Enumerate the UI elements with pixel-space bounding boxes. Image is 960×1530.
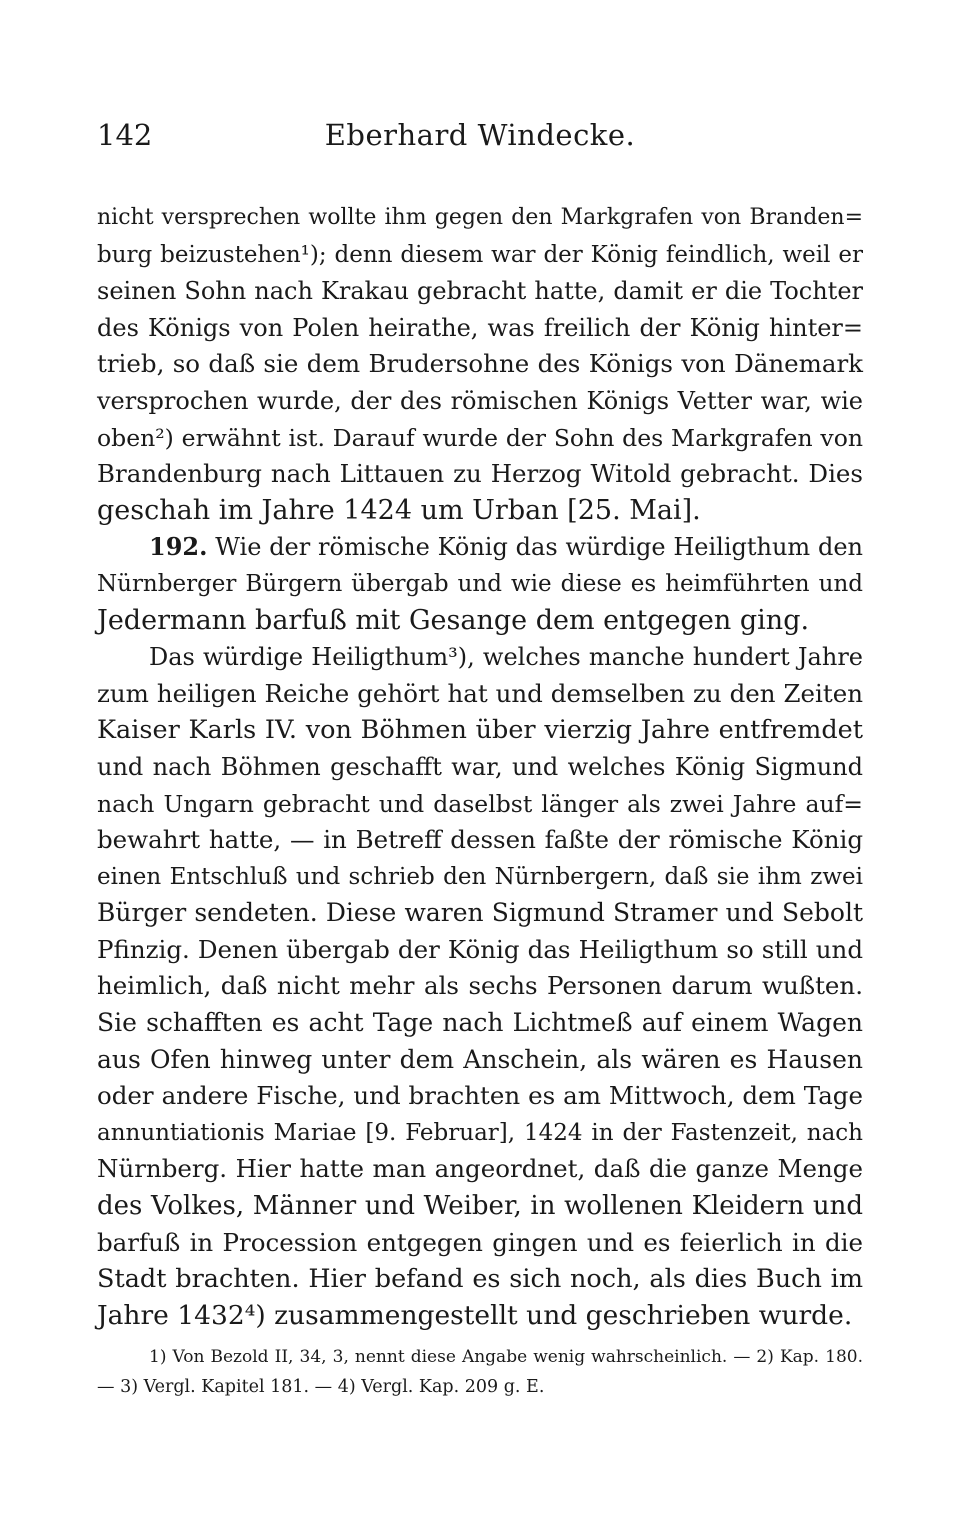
chapter-number: 192. — [149, 532, 208, 562]
paragraph-line: zum heiligen Reiche gehört hat und demselben zu den Zeiten — [97, 678, 863, 708]
paragraph-line: Jahre 1432⁴) zusammengestellt und geschrieben wurde. — [97, 1299, 853, 1331]
paragraph-line: heimlich, daß nicht mehr als sechs Personen darum wußten. — [97, 971, 863, 1001]
text-line: trieb, so daß sie dem Brudersohne des Königs von Dänemark — [97, 349, 863, 379]
paragraph-line: barfuß in Procession entgegen gingen und es feierlich in die — [97, 1227, 863, 1257]
paragraph-line: nach Ungarn gebracht und daselbst länger als zwei Jahre auf= — [97, 789, 863, 818]
paragraph-line: Sie schafften es acht Tage nach Lichtmeß auf einem Wagen — [97, 1008, 863, 1038]
paragraph-line: und nach Böhmen geschafft war, und welches König Sigmund — [97, 752, 863, 781]
paragraph-line: Pfinzig. Denen übergab der König das Heiligthum so still und — [97, 934, 863, 964]
chapter-heading-line: Nürnberger Bürgern übergab und wie diese es heimführten und — [97, 570, 863, 597]
text-line: seinen Sohn nach Krakau gebracht hatte, damit er die Tochter — [97, 277, 863, 306]
paragraph-line: Nürnberg. Hier hatte man angeordnet, daß die ganze Menge — [97, 1154, 863, 1184]
paragraph-line: des Volkes, Männer und Weiber, in wollenen Kleidern und — [97, 1191, 863, 1222]
chapter-heading-line — [97, 529, 863, 566]
paragraph-line: einen Entschluß und schrieb den Nürnbergern, daß sie ihm zwei — [97, 863, 863, 890]
text-line: Brandenburg nach Littauen zu Herzog Witold gebracht. Dies — [97, 459, 863, 489]
paragraph-line: Bürger sendeten. Diese waren Sigmund Stramer und Sebolt — [97, 898, 863, 928]
paragraph-line: bewahrt hatte, — in Betreff dessen faßte der römische König — [97, 825, 863, 855]
footnote-line: — 3) Vergl. Kapitel 181. — 4) Vergl. Kap. 209 g. E. — [97, 1377, 545, 1397]
page-header — [97, 112, 863, 158]
paragraph-line: Das würdige Heiligthum³), welches manche hundert Jahre — [149, 643, 863, 672]
text-line: nicht versprechen wollte ihm gegen den Markgrafen von Branden= — [97, 205, 863, 230]
paragraph-line: oder andere Fische, und brachten es am Mittwoch, dem Tage — [97, 1081, 863, 1111]
chapter-heading-line: Jedermann barfuß mit Gesange dem entgegen ging. — [97, 604, 810, 636]
footnotes — [97, 1342, 863, 1402]
text-line: des Königs von Polen heirathe, was freilich der König hinter= — [97, 313, 863, 342]
text-line: burg beizustehen¹); denn diesem war der König feindlich, weil er — [97, 241, 863, 268]
text-line: versprochen wurde, der des römischen Königs Vetter war, wie — [97, 386, 863, 415]
paragraph-line: Kaiser Karls IV. von Böhmen über vierzig Jahre entfremdet — [97, 715, 863, 746]
text-line: geschah im Jahre 1424 um Urban [25. Mai]. — [97, 494, 701, 526]
chapter-heading-text: Wie der römische König das würdige Heiligthum den — [215, 533, 863, 562]
footnote-line: 1) Von Bezold II, 34, 3, nennt diese Angabe wenig wahrscheinlich. — 2) Kap. 180. — [149, 1347, 863, 1367]
paragraph-line: annuntiationis Mariae [9. Februar], 1424 in der Fastenzeit, nach — [97, 1119, 863, 1146]
page-number: 142 — [97, 118, 153, 152]
text-line: oben²) erwähnt ist. Darauf wurde der Sohn des Markgrafen von — [97, 423, 863, 452]
paragraph-line: Stadt brachten. Hier befand es sich noch, als dies Buch im — [97, 1264, 863, 1295]
running-title: Eberhard Windecke. — [324, 118, 636, 152]
main-text — [97, 200, 863, 1334]
paragraph-line: aus Ofen hinweg unter dem Anschein, als wären es Hausen — [97, 1044, 863, 1074]
